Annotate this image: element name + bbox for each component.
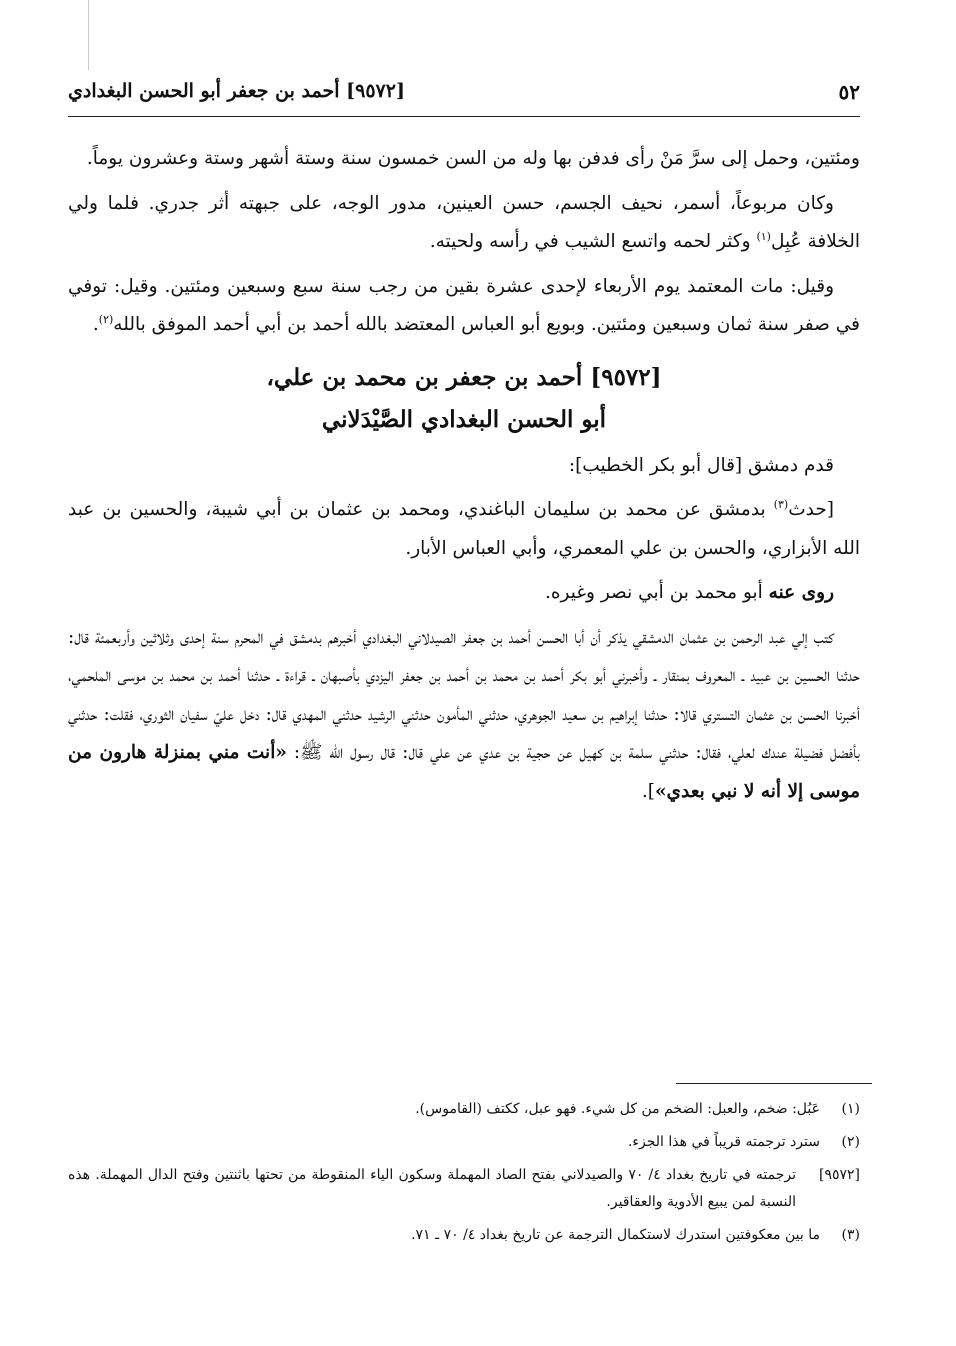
paragraph-description-text-a: وكان مربوعاً، أسمر، نحيف الجسم، حسن العينين، مدور الوجه، على جبهته أثر جدري. فلما ولي الخلافة عُبِل	[68, 192, 860, 252]
paragraph-death-age: ومئتين، وحمل إلى سرَّ مَنْ رأى فدفن بها وله من السن خمسون سنة وستة أشهر وستة وعشرون يوماً.	[86, 148, 860, 169]
footnote-1-text: عَبُل: ضخم، والعبل: الضخم من كل شيء. فهو عبل، ككتف (القاموس).	[415, 1101, 820, 1117]
entry-heading-line2: أبو الحسن البغدادي الصَّيْدَلاني	[321, 405, 607, 433]
footnote-3-marker: (٣)	[841, 1227, 860, 1243]
paragraph-death-date-text-a: وقيل: مات المعتمد يوم الأربعاء لإحدى عشرة بقين من رجب سنة سبع وسبعين ومئتين. وقيل: توفي في صفر سنة ثمان وسبعين ومئتين. وبويع أبو العباس المعتضد بالله أحمد بن أبي أحمد الموفق بالله	[68, 275, 860, 335]
paragraph-narrators	[68, 574, 860, 613]
paragraph-narrated-from-text-b: بدمشق عن محمد بن سليمان الباغندي، ومحمد بن عثمان بن أبي شيبة، والحسين بن عبد الله الأبزاري، والحسن بن علي المعمري، وأبي العباس الأبار.	[68, 499, 860, 559]
footnote-entry	[68, 1162, 860, 1216]
footnote-entry-marker: [٩٥٧٢]	[818, 1167, 860, 1183]
footnote-ref-2: (٢)	[98, 312, 114, 326]
main-text	[68, 140, 860, 817]
paragraph-death-date	[68, 268, 860, 345]
paragraph-death-date-text-b: .	[92, 314, 99, 335]
footnote-1-marker: (١)	[841, 1101, 860, 1117]
paragraph-arrival: قدم دمشق [قال أبو بكر الخطيب]:	[568, 454, 834, 476]
hadith-quote: «أنت مني بمنزلة هارون من موسى إلا أنه لا نبي بعدي»	[68, 742, 860, 802]
running-title: [٩٥٧٢] أحمد بن جعفر أبو الحسن البغدادي	[68, 80, 405, 102]
footnotes	[68, 1096, 860, 1255]
margin-line	[88, 0, 89, 70]
paragraph-narrated-from	[68, 491, 860, 568]
page-number: ٥٢	[838, 80, 860, 104]
paragraph-description	[68, 185, 860, 262]
narrators-text: أبو محمد بن أبي نصر وغيره.	[544, 582, 769, 603]
paragraph-hadith-end: ].	[641, 780, 655, 802]
footnote-2-marker: (٢)	[841, 1134, 860, 1150]
footnote-3	[68, 1222, 860, 1249]
footnote-3-text: ما بين معكوفتين استدرك لاستكمال الترجمة عن تاريخ بغداد ٤/ ٧٠ ـ ٧١.	[411, 1227, 820, 1243]
paragraph-description-text-b: وكثر لحمه واتسع الشيب في رأسه ولحيته.	[429, 231, 757, 252]
entry-heading-line1: [٩٥٧٢] أحمد بن جعفر بن محمد بن علي،	[266, 363, 662, 391]
footnote-1	[68, 1096, 860, 1123]
page-header	[68, 72, 860, 117]
narrators-label: روى عنه	[768, 582, 834, 603]
footnote-2	[68, 1129, 860, 1156]
footnote-ref-1: (١)	[756, 229, 771, 243]
paragraph-hadith	[68, 619, 860, 812]
entry-heading	[68, 357, 860, 441]
paragraph-hadith-chain: كتب إلي عبد الرحمن بن عثمان الدمشقي يذكر أن أبا الحسن أحمد بن جعفر الصيدلاني البغدادي أخبرهم بدمشق في المحرم سنة إحدى وثلاثين وأربعمئة قال: حدثنا الحسين بن عبيد ـ المعروف بمنقار ـ وأخبرني أبو بكر أحمد بن محمد بن أحمد بن جعفر اليزدي بأصبهان ـ قراءة ـ حدثنا أحمد بن محمد بن موسى الملحمي، أخبرنا الحسن بن عثمان التستري قالا: حدثنا إبراهيم بن سعيد الجوهري، حدثني المأمون حدثني الرشيد حدثني المهدي قال: دخل عليّ سفيان الثوري، فقلت: حدثني بأفضل فضيلة عندك لعلي، فقال: حدثني سلمة بن كهيل عن حجية بن عدي عن علي قال: قال رسول الله ﷺ:	[68, 626, 860, 763]
footnote-entry-text: ترجمته في تاريخ بغداد ٤/ ٧٠ والصيدلاني بفتح الصاد المهملة وسكون الياء المنقوطة من تحتها باثنتين وفتح الدال المهملة. هذه النسبة لمن يبيع الأدوية والعقاقير.	[68, 1167, 796, 1210]
footnote-ref-3: (٣)	[773, 497, 789, 511]
footnote-2-text: سترد ترجمته قريباً في هذا الجزء.	[627, 1134, 820, 1150]
footnote-separator	[676, 1083, 872, 1084]
paragraph-narrated-from-text-a: [حدث	[788, 499, 834, 520]
